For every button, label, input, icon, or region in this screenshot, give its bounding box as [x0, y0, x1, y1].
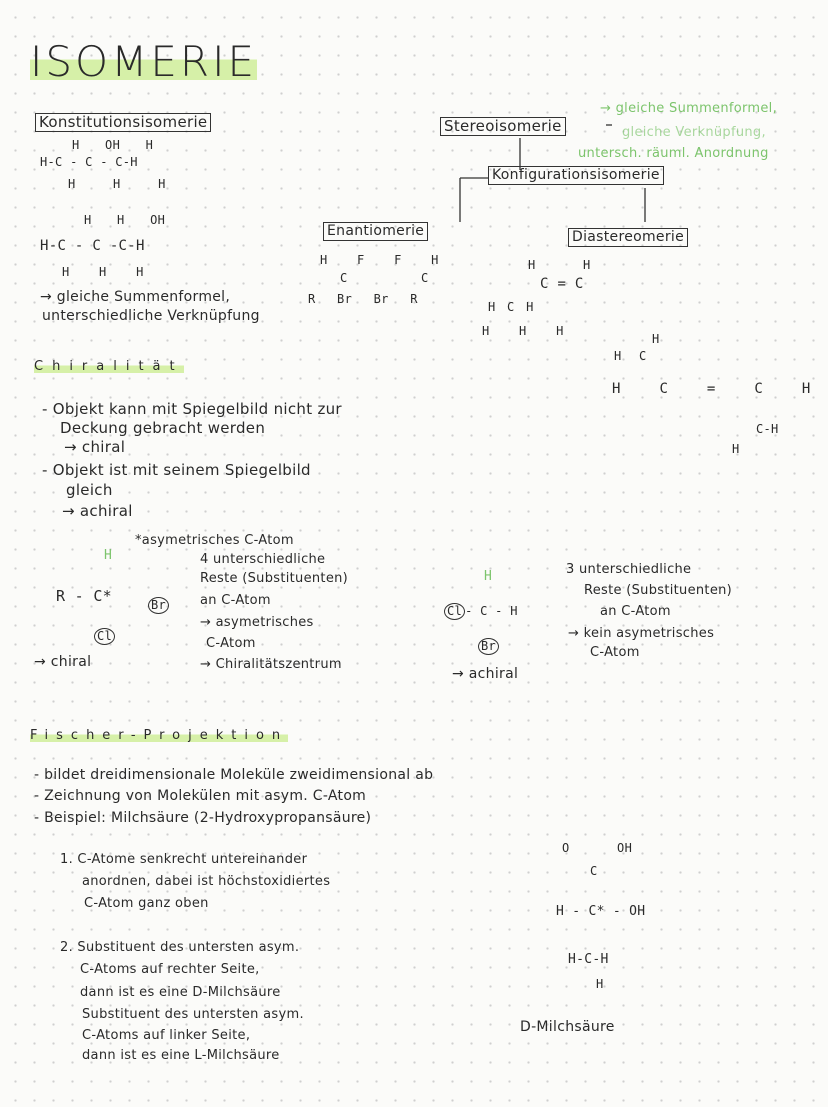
- bromine-circle: Br: [148, 597, 169, 614]
- fischer-mol-top: O OH: [562, 841, 633, 855]
- chiral-mol-bottom: [94, 628, 115, 645]
- molecule-2-bottom: H H H: [62, 265, 144, 279]
- fischer-mol-carboxyl: C: [590, 864, 598, 878]
- step2-line-5: C-Atoms auf linker Seite,: [82, 1028, 251, 1043]
- chlorine-circle-2: Cl: [444, 603, 465, 620]
- desc2-line-2: Reste (Substituenten): [584, 583, 733, 598]
- chiral-mol-right: [148, 597, 169, 614]
- diastereomerie-heading: Diastereomerie: [568, 228, 688, 247]
- page-title: ISOMERIE: [30, 37, 257, 86]
- dia1-top: H H: [528, 258, 591, 272]
- chiral-heading: Chiralität: [34, 359, 184, 374]
- dia1-lower: H C H: [488, 300, 534, 314]
- desc1-line-2: Reste (Substituenten): [200, 571, 349, 586]
- fischer-heading: Fischer-Projektion: [30, 728, 289, 743]
- achiral-mol-top: H: [484, 569, 493, 584]
- step2-line-2: C-Atoms auf rechter Seite,: [80, 962, 260, 977]
- desc1-line-1: 4 unterschiedliche: [200, 552, 326, 567]
- chiral-item-2: Deckung gebracht werden: [60, 419, 266, 437]
- fischer-bullet-2: - Zeichnung von Molekülen mit asym. C-Atom: [34, 788, 367, 804]
- dia2-end: C-H: [756, 422, 779, 436]
- step2-line-4: Substituent des untersten asym.: [82, 1007, 304, 1022]
- enantio-center: C C: [340, 271, 429, 285]
- desc1-line-5: C-Atom: [206, 636, 256, 651]
- chiral-item-6: → achiral: [62, 502, 133, 520]
- bromine-circle-2: Br: [478, 638, 499, 655]
- desc1-line-6: → Chiralitätszentrum: [200, 657, 342, 672]
- stereo-note-3: untersch. räuml. Anordnung: [578, 146, 769, 161]
- step1-line-1: 1. C-Atome senkrecht untereinander: [60, 852, 308, 867]
- dia2-double: H C = C H: [612, 381, 811, 397]
- dia2-bottom: H: [732, 442, 740, 456]
- achiral-result: → achiral: [452, 666, 519, 682]
- enantiomerie-heading: Enantiomerie: [323, 222, 428, 241]
- stereo-note-2: gleiche Verknüpfung,: [622, 125, 766, 140]
- desc1-line-3: an C-Atom: [200, 593, 271, 608]
- chiral-result: → chiral: [34, 654, 92, 670]
- desc2-line-1: 3 unterschiedliche: [566, 562, 692, 577]
- fischer-mol-bottom: H: [596, 977, 604, 991]
- chiral-item-5: gleich: [66, 481, 113, 499]
- konstitution-note-1: → gleiche Summenformel,: [40, 289, 231, 305]
- step2-line-3: dann ist es eine D-Milchsäure: [80, 985, 281, 1000]
- configuration-heading: Konfigurationsisomerie: [488, 166, 664, 185]
- konstitution-heading: Konstitutionsisomerie: [35, 113, 211, 132]
- dia1-double: C = C: [540, 276, 584, 292]
- fischer-mol-center: H - C* - OH: [556, 904, 646, 919]
- stereo-heading: Stereoisomerie: [440, 117, 566, 136]
- molecule-2-chain: H-C - C -C-H: [40, 238, 145, 254]
- stereo-note-1: → gleiche Summenformel,: [600, 101, 778, 116]
- desc2-line-5: C-Atom: [590, 645, 640, 660]
- enantio-top: H F F H: [320, 253, 439, 267]
- desc2-line-4: → kein asymetrisches: [568, 626, 715, 641]
- step1-line-2: anordnen, dabei ist höchstoxidiertes: [82, 874, 331, 889]
- achiral-mol-chain: - C - H: [465, 604, 518, 618]
- asym-label: *asymetrisches C-Atom: [135, 533, 294, 548]
- chiral-mol-top: H: [104, 548, 113, 563]
- step2-line-1: 2. Substituent des untersten asym.: [60, 940, 300, 955]
- dia2-upper: H C: [614, 349, 647, 363]
- step2-line-6: dann ist es eine L-Milchsäure: [82, 1048, 280, 1063]
- fischer-mol-lower: H-C-H: [568, 952, 609, 967]
- fischer-bullet-3: - Beispiel: Milchsäure (2-Hydroxypropansäure): [34, 810, 372, 826]
- achiral-mol-bottom: [478, 638, 499, 655]
- step1-line-3: C-Atom ganz oben: [84, 896, 209, 911]
- chiral-mol-mid: R - C*: [56, 587, 112, 605]
- chiral-item-4: - Objekt ist mit seinem Spiegelbild: [42, 461, 311, 479]
- fischer-caption: D-Milchsäure: [520, 1019, 615, 1035]
- molecule-1-top: H OH H: [72, 138, 154, 152]
- dia2-top: H: [652, 332, 660, 346]
- achiral-mol-mid: [444, 603, 518, 620]
- desc2-line-3: an C-Atom: [600, 604, 671, 619]
- molecule-1-bottom: H H H: [68, 177, 166, 191]
- molecule-1-chain: H-C - C - C-H: [40, 155, 138, 169]
- chiral-item-3: → chiral: [64, 438, 126, 456]
- fischer-bullet-1: - bildet dreidimensionale Moleküle zweidimensional ab: [34, 767, 434, 783]
- molecule-2-top: H H OH: [84, 213, 166, 227]
- desc1-line-4: → asymetrisches: [200, 615, 314, 630]
- chiral-item-1: - Objekt kann mit Spiegelbild nicht zur: [42, 400, 342, 418]
- enantio-bottom: R Br Br R: [308, 292, 418, 306]
- konstitution-note-2: unterschiedliche Verknüpfung: [42, 308, 260, 324]
- chlorine-circle: Cl: [94, 628, 115, 645]
- dia1-bottom: H H H: [482, 324, 564, 338]
